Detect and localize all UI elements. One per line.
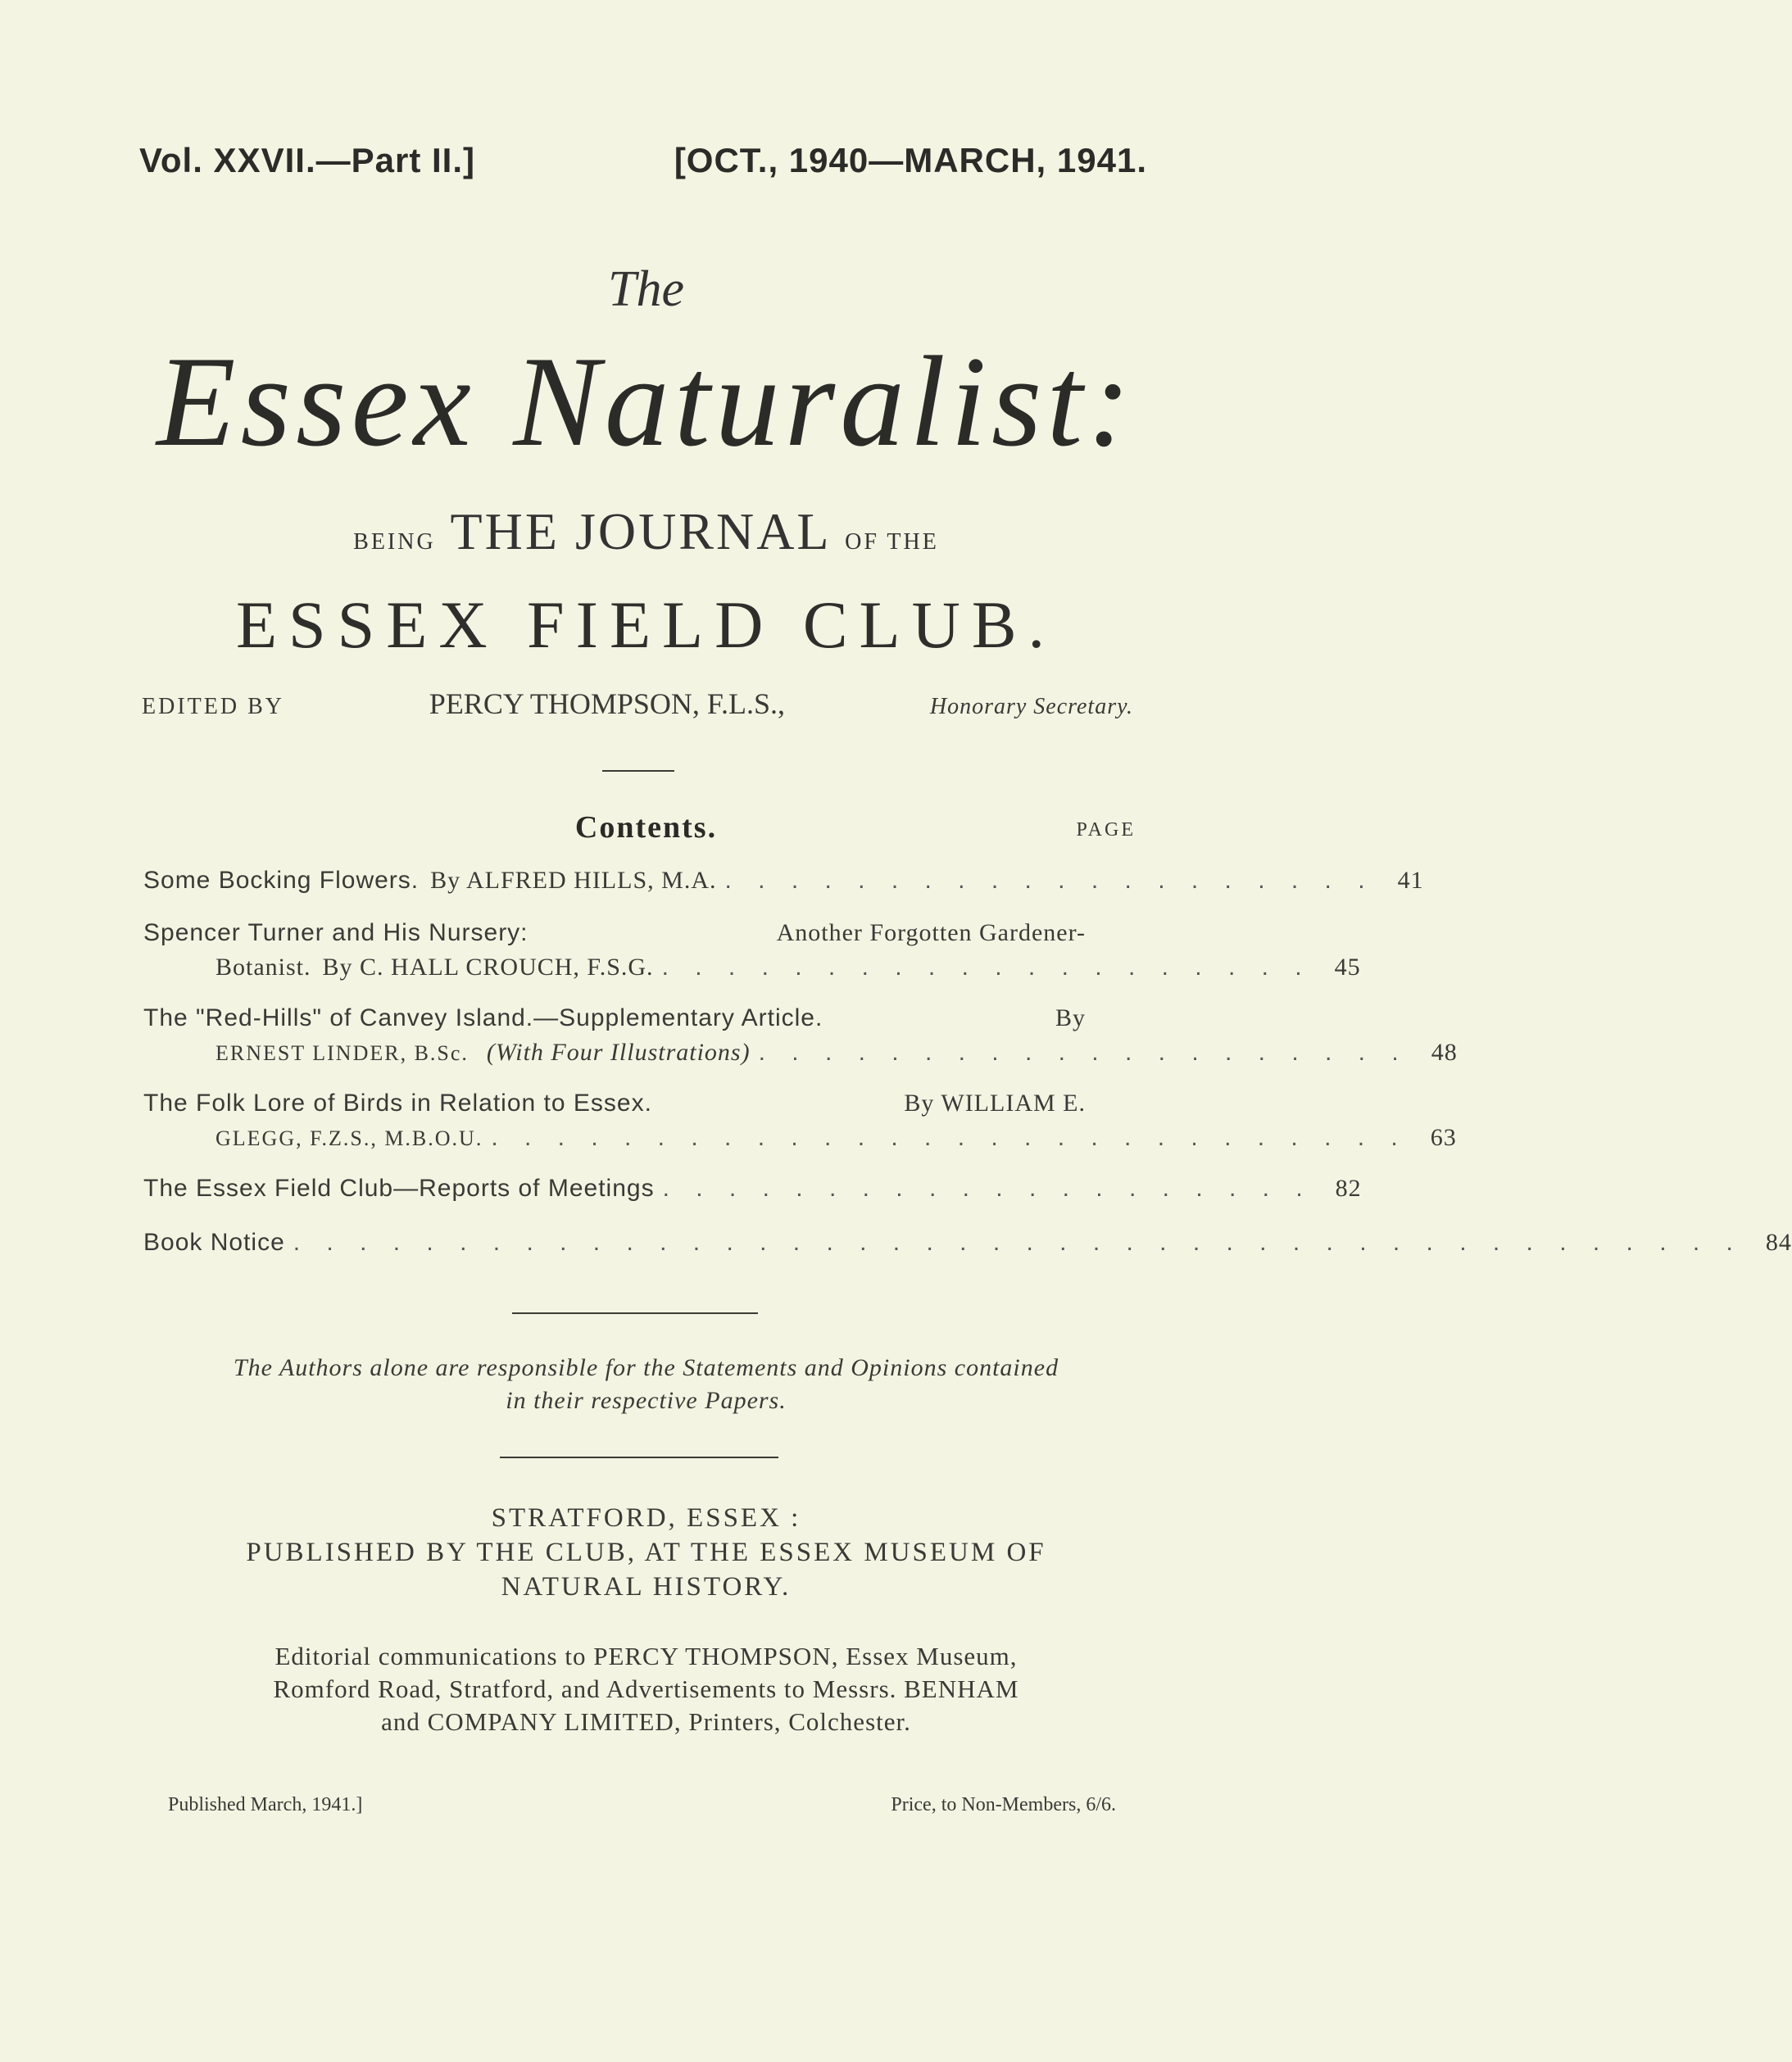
issue-header	[139, 141, 1147, 180]
toc-title: Book Notice	[143, 1229, 285, 1256]
issue-dates: [OCT., 1940—MARCH, 1941.	[674, 141, 1147, 179]
journal-subtitle	[0, 501, 1292, 562]
toc-title: Spencer Turner and His Nursery:	[143, 919, 529, 946]
editor-name: PERCY THOMPSON, F.L.S.,	[429, 687, 786, 720]
toc-page: 84	[1765, 1229, 1792, 1256]
toc-leader: . . . . . . . . . . . . . . . . . . . .	[661, 954, 1312, 981]
title-the: The	[608, 261, 684, 317]
divider-long	[500, 1457, 778, 1458]
toc-title: The Essex Field Club—Reports of Meetings	[143, 1175, 655, 1202]
divider-short	[602, 770, 674, 772]
toc-page: 45	[1334, 954, 1361, 981]
editor-line	[142, 687, 1133, 721]
toc-page: 41	[1397, 867, 1424, 894]
publisher-block	[0, 1501, 1292, 1604]
toc-page: 48	[1431, 1039, 1458, 1066]
toc-entry	[143, 1090, 1457, 1152]
toc-entry	[143, 1175, 1362, 1203]
toc-leader: . . . . . . . . . . . . . . . . . . . . . . . . . . . .	[491, 1124, 1408, 1151]
contents-heading: Contents.	[574, 810, 718, 845]
page-column-label: PAGE	[1076, 819, 1136, 841]
publisher-line2: PUBLISHED BY THE CLUB, AT THE ESSEX MUSEUM OF	[246, 1538, 1046, 1567]
journal-title: Essex Naturalist:	[157, 330, 1136, 474]
divider-medium	[512, 1312, 758, 1314]
editorial-line1: Editorial communications to PERCY THOMPSON, Essex Museum,	[274, 1642, 1018, 1670]
disclaimer	[0, 1352, 1292, 1417]
toc-leader: . . . . . . . . . . . . . . . . . . . .	[662, 1175, 1313, 1202]
toc-author: By C. HALL CROUCH, F.S.G.	[322, 954, 654, 981]
toc-entry	[143, 1229, 1792, 1257]
editorial-block	[0, 1640, 1292, 1738]
toc-title-line2: Botanist.	[215, 954, 311, 981]
toc-entry	[143, 919, 1361, 981]
toc-page: 63	[1430, 1124, 1457, 1151]
toc-leader: . . . . . . . . . . . . . . . . . . . .	[758, 1039, 1409, 1066]
publisher-place: STRATFORD, ESSEX :	[491, 1503, 801, 1533]
subtitle-being: BEING	[353, 529, 436, 555]
toc-leader: . . . . . . . . . . . . . . . . . . . . . . . . . . . . . . . . . . . . . . . . . . . .	[293, 1229, 1743, 1256]
toc-page: 82	[1335, 1175, 1362, 1202]
toc-note: (With Four Illustrations)	[486, 1039, 751, 1066]
toc-author: GLEGG, F.Z.S., M.B.O.U.	[215, 1126, 483, 1150]
toc-title: The Folk Lore of Birds in Relation to Essex.	[143, 1090, 652, 1117]
toc-title-continued: By WILLIAM E.	[904, 1090, 1086, 1117]
toc-title: Some Bocking Flowers.	[143, 867, 420, 894]
editorial-line3: and COMPANY LIMITED, Printers, Colchester.	[381, 1707, 911, 1736]
toc-author: By ALFRED HILLS, M.A.	[430, 867, 717, 894]
disclaimer-line2: in their respective Papers.	[506, 1387, 787, 1414]
subtitle-of-the: OF THE	[845, 529, 939, 555]
club-name: ESSEX FIELD CLUB.	[235, 587, 1057, 662]
editorial-line2: Romford Road, Stratford, and Advertisements to Messrs. BENHAM	[273, 1675, 1019, 1703]
disclaimer-line1: The Authors alone are responsible for the Statements and Opinions contained	[233, 1354, 1059, 1381]
toc-author: ERNEST LINDER, B.Sc.	[215, 1041, 469, 1065]
publisher-line3: NATURAL HISTORY.	[501, 1572, 792, 1602]
price: Price, to Non-Members, 6/6.	[891, 1794, 1116, 1815]
toc-entry	[143, 1004, 1458, 1067]
toc-entry	[143, 867, 1424, 895]
toc-title-continued: Another Forgotten Gardener-	[776, 919, 1086, 946]
subtitle-journal: THE JOURNAL	[450, 502, 830, 560]
volume-label: Vol. XXVII.—Part II.]	[139, 141, 475, 179]
toc-title: The "Red-Hills" of Canvey Island.—Supplementary Article.	[143, 1004, 823, 1031]
edited-by: EDITED BY	[142, 694, 284, 719]
published-date: Published March, 1941.]	[168, 1794, 363, 1815]
toc-leader: . . . . . . . . . . . . . . . . . . . .	[724, 867, 1375, 894]
toc-title-continued: By	[1055, 1004, 1086, 1031]
editor-role: Honorary Secretary.	[929, 694, 1133, 719]
